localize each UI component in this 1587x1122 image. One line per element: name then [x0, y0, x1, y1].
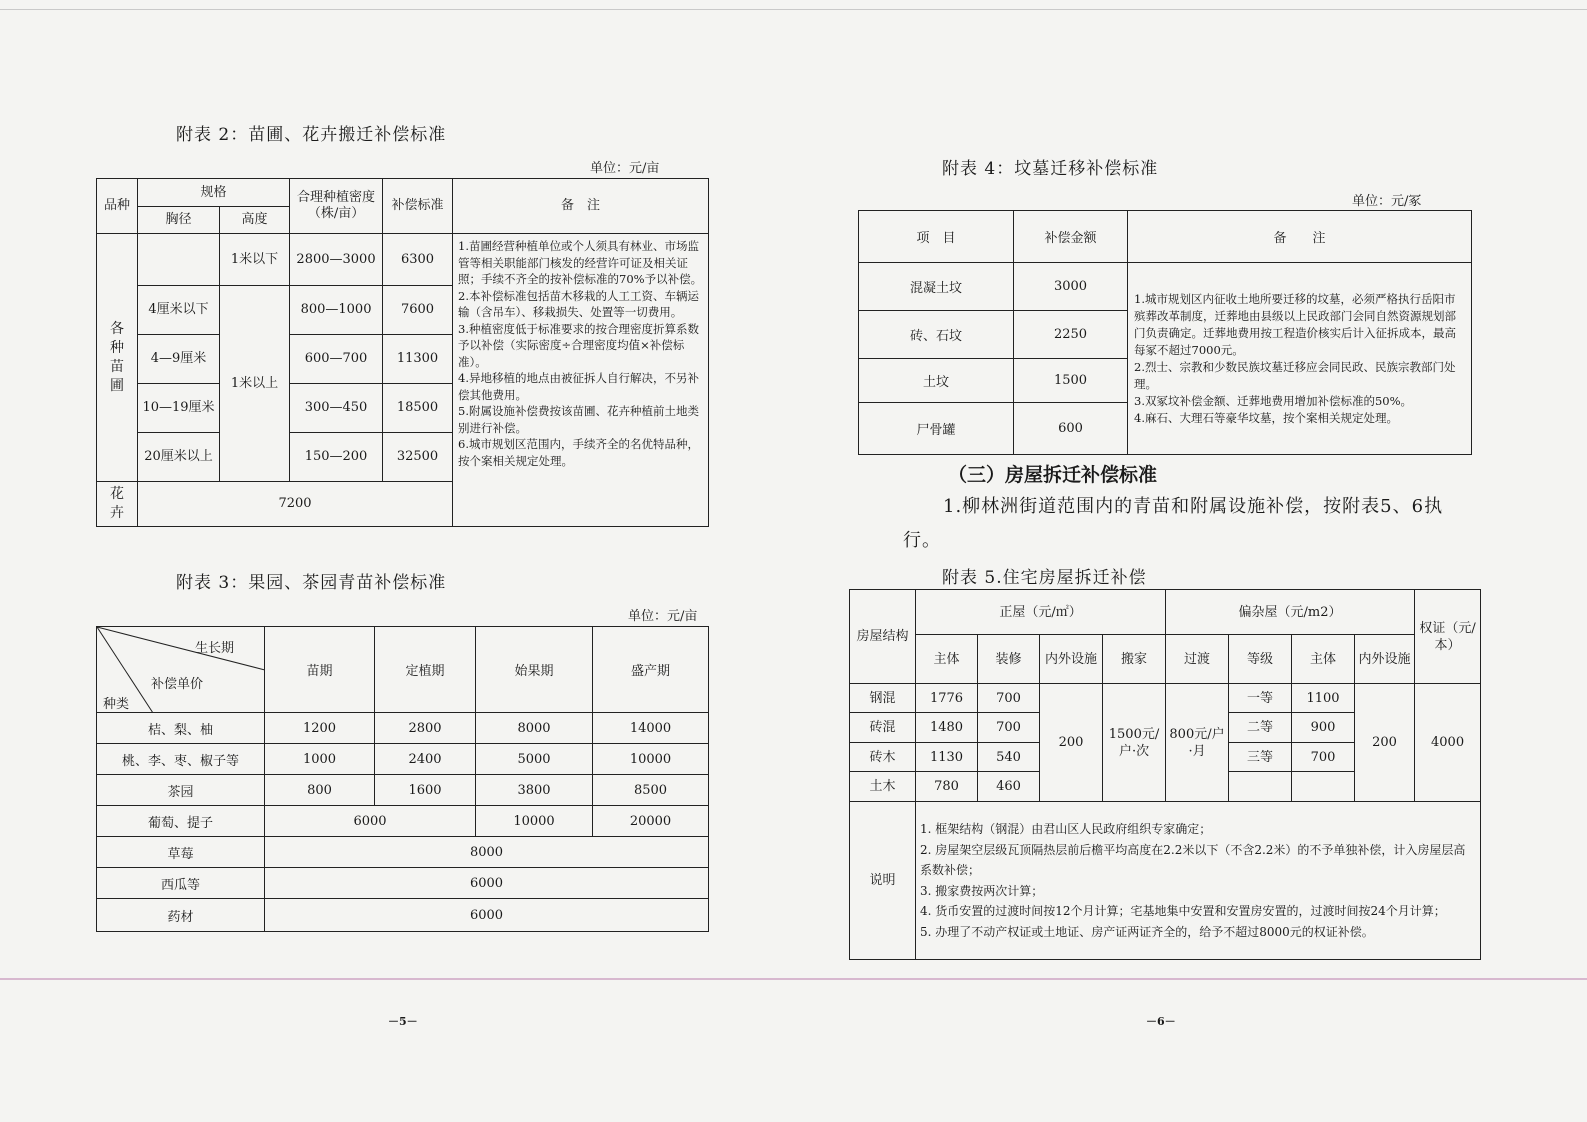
table-cell: 1600 — [375, 775, 476, 806]
table-cell: 460 — [978, 772, 1040, 802]
table-cell: 一等 — [1229, 684, 1292, 713]
table-cell — [1229, 772, 1292, 802]
table-cell: 700 — [1292, 743, 1355, 772]
row-label: 尸骨罐 — [859, 403, 1014, 455]
table-cell: 2250 — [1014, 311, 1128, 359]
cert-value: 4000 — [1415, 684, 1481, 802]
row-label: 桃、李、枣、椒子等 — [97, 744, 265, 775]
table5-notes — [916, 802, 1481, 960]
subheader-banjia: 搬家 — [1103, 635, 1166, 684]
header-annex: 偏杂屋（元/m2） — [1166, 590, 1415, 635]
diag-mid-label: 补偿单价 — [151, 677, 204, 692]
table-cell: 6000 — [265, 899, 709, 932]
diag-top-label: 生长期 — [195, 641, 235, 656]
table-cell: 1米以上 — [220, 286, 290, 482]
note-item: 1. 框架结构（钢混）由君山区人民政府组织专家确定； — [920, 822, 1212, 836]
row-label: 土木 — [850, 772, 916, 802]
table-cell: 1130 — [916, 743, 978, 772]
table-cell: 10—19厘米 — [138, 384, 220, 433]
table-cell: 2800—3000 — [290, 234, 383, 286]
subheader-sheshi2: 内外设施 — [1355, 635, 1415, 684]
header-item: 项 目 — [859, 211, 1014, 263]
note-item: 2.烈士、宗教和少数民族坟墓迁移应会同民政、民族宗教部门处理。 — [1134, 359, 1456, 391]
note-item: 3.种植密度低于标准要求的按合理密度折算系数予以补偿（实际密度÷合理密度均值×补偿标准）。 — [458, 321, 699, 369]
header-cert: 权证（元/本） — [1415, 590, 1481, 684]
column-header: 苗期 — [265, 627, 375, 713]
table-cell: 1100 — [1292, 684, 1355, 713]
subheader-zhuangxiu: 装修 — [978, 635, 1040, 684]
row-label: 葡萄、提子 — [97, 806, 265, 837]
table-cell: 2400 — [375, 744, 476, 775]
note-item: 1.城市规划区内征收土地所要迁移的坟墓，必须严格执行岳阳市殡葬改革制度，迁葬地由县级以上民政部门会同自然资源规划部门负责确定。迁葬地费用按工程造价核实后计入征拆成本，最高每冢不超过7000元。 — [1134, 291, 1456, 357]
table-cell: 780 — [916, 772, 978, 802]
table-cell: 1500 — [1014, 359, 1128, 403]
row-label: 砖木 — [850, 743, 916, 772]
table-cell: 4厘米以下 — [138, 286, 220, 335]
row-label: 药材 — [97, 899, 265, 932]
table-cell: 1480 — [916, 713, 978, 743]
subheader-sheshi: 内外设施 — [1040, 635, 1103, 684]
table3-orchard-compensation — [96, 626, 709, 932]
table-cell: 8000 — [476, 713, 593, 744]
subheader-dengji: 等级 — [1229, 635, 1292, 684]
banjia-value: 1500元/户·次 — [1103, 684, 1166, 802]
header-pinzhong: 品种 — [97, 179, 138, 234]
table-cell: 1776 — [916, 684, 978, 713]
table2-unit: 单位：元/亩 — [590, 161, 660, 176]
table3-caption: 附表 3：果园、茶园青苗补偿标准 — [176, 573, 447, 593]
note-item: 5. 办理了不动产权证或土地证、房产证两证齐全的，给予不超过8000元的权证补偿。 — [920, 924, 1374, 939]
table-cell: 300—450 — [290, 384, 383, 433]
table-cell: 2800 — [375, 713, 476, 744]
table-cell: 20厘米以上 — [138, 433, 220, 482]
note-item: 3. 搬家费按两次计算； — [920, 883, 1044, 898]
table-cell: 三等 — [1229, 743, 1292, 772]
section-item-1: 1.柳林洲街道范围内的青苗和附属设施补偿，按附表5、6执行。 — [903, 496, 1444, 551]
header-midu: 合理种植密度（株/亩） — [290, 179, 383, 234]
table-cell: 1米以下 — [220, 234, 290, 286]
table-cell: 14000 — [593, 713, 709, 744]
note-item: 3.双冢坟补偿金额、迁葬地费用增加补偿标准的50%。 — [1134, 393, 1413, 408]
group-label-nursery: 各种苗圃 — [97, 234, 138, 482]
row-label: 砖、石坟 — [859, 311, 1014, 359]
page-number-right: －6－ — [1146, 1015, 1176, 1028]
table4-caption: 附表 4：坟墓迁移补偿标准 — [942, 159, 1159, 179]
table-cell: 3000 — [1014, 263, 1128, 311]
header-gaodu: 高度 — [220, 207, 290, 234]
sheshi-value: 200 — [1040, 684, 1103, 802]
page-fold-line — [0, 978, 1587, 980]
table2-caption: 附表 2：苗圃、花卉搬迁补偿标准 — [176, 125, 447, 145]
header-structure: 房屋结构 — [850, 590, 916, 684]
table4-grave-compensation — [858, 210, 1472, 455]
table-cell: 800—1000 — [290, 286, 383, 335]
guodu-value: 800元/户·月 — [1166, 684, 1229, 802]
table-cell: 6300 — [383, 234, 453, 286]
diag-bottom-label: 种类 — [103, 697, 130, 712]
row-label: 茶园 — [97, 775, 265, 806]
table2-notes — [453, 234, 709, 527]
table-cell: 6000 — [265, 806, 476, 837]
table-cell — [138, 234, 220, 286]
flower-label: 花卉 — [97, 482, 138, 527]
table-cell: 150—200 — [290, 433, 383, 482]
table-cell: 600 — [1014, 403, 1128, 455]
note-item: 4.异地移植的地点由被征拆人自行解决，不另补偿其他费用。 — [458, 371, 699, 402]
row-label: 钢混 — [850, 684, 916, 713]
row-label: 西瓜等 — [97, 868, 265, 899]
subheader-zhuti2: 主体 — [1292, 635, 1355, 684]
flower-value: 7200 — [138, 482, 453, 527]
table5-caption: 附表 5.住宅房屋拆迁补偿 — [942, 568, 1147, 588]
table-cell: 10000 — [593, 744, 709, 775]
notes-label: 说明 — [850, 802, 916, 960]
table4-unit: 单位：元/冢 — [1352, 194, 1422, 209]
table-cell: 1200 — [265, 713, 375, 744]
column-header: 盛产期 — [593, 627, 709, 713]
top-edge-line — [0, 9, 1587, 10]
table-cell: 5000 — [476, 744, 593, 775]
table-cell: 32500 — [383, 433, 453, 482]
note-item: 4.麻石、大理石等豪华坟墓，按个案相关规定处理。 — [1134, 410, 1398, 425]
table-cell: 3800 — [476, 775, 593, 806]
note-item: 2.本补偿标准包括苗木移栽的人工工资、车辆运输（含吊车）、移栽损失、处置等一切费用。 — [458, 288, 699, 319]
table4-notes — [1128, 263, 1472, 455]
table-cell: 11300 — [383, 335, 453, 384]
header-main-house: 正屋（元/㎡） — [916, 590, 1166, 635]
page-number-left: －5－ — [388, 1015, 418, 1028]
subheader-zhuti: 主体 — [916, 635, 978, 684]
table-cell: 700 — [978, 684, 1040, 713]
table5-house-compensation — [849, 589, 1481, 960]
row-label: 砖混 — [850, 713, 916, 743]
column-header: 定植期 — [375, 627, 476, 713]
header-guige: 规格 — [138, 179, 290, 207]
header-xiongjing: 胸径 — [138, 207, 220, 234]
table-cell: 18500 — [383, 384, 453, 433]
table-cell: 700 — [978, 713, 1040, 743]
diagonal-header — [97, 627, 265, 713]
table-cell: 20000 — [593, 806, 709, 837]
row-label: 草莓 — [97, 837, 265, 868]
column-header: 始果期 — [476, 627, 593, 713]
subheader-guodu: 过渡 — [1166, 635, 1229, 684]
note-item: 5.附属设施补偿费按该苗圃、花卉种植前土地类别进行补偿。 — [458, 404, 699, 435]
table-cell: 4—9厘米 — [138, 335, 220, 384]
note-item: 1.苗圃经营种植单位或个人须具有林业、市场监管等相关职能部门核发的经营许可证及相关证照；手续不齐全的按补偿标准的70%予以补偿。 — [458, 239, 703, 286]
table-cell: 800 — [265, 775, 375, 806]
note-item: 2. 房屋架空层级瓦顶隔热层前后檐平均高度在2.2米以下（不含2.2米）的不予单独补偿，计入房屋层高系数补偿； — [920, 842, 1466, 877]
table-cell: 600—700 — [290, 335, 383, 384]
note-item: 6.城市规划区范围内，手续齐全的名优特品种，按个案相关规定处理。 — [458, 437, 699, 468]
table-cell: 10000 — [476, 806, 593, 837]
table3-unit: 单位：元/亩 — [628, 609, 698, 624]
table2-nursery-compensation — [96, 178, 709, 527]
header-beizhu: 备 注 — [453, 179, 709, 234]
table-cell: 540 — [978, 743, 1040, 772]
table-cell — [1292, 772, 1355, 802]
header-note: 备 注 — [1128, 211, 1472, 263]
annex-sheshi-value: 200 — [1355, 684, 1415, 802]
note-item: 4. 货币安置的过渡时间按12个月计算；宅基地集中安置和安置房安置的，过渡时间按24个月计算； — [920, 904, 1446, 918]
table-cell: 900 — [1292, 713, 1355, 743]
section-heading: （三）房屋拆迁补偿标准 — [948, 464, 1158, 486]
row-label: 土坟 — [859, 359, 1014, 403]
row-label: 桔、梨、柚 — [97, 713, 265, 744]
table-cell: 1000 — [265, 744, 375, 775]
table-cell: 6000 — [265, 868, 709, 899]
row-label: 混凝土坟 — [859, 263, 1014, 311]
table-cell: 8000 — [265, 837, 709, 868]
table-cell: 8500 — [593, 775, 709, 806]
table-cell: 二等 — [1229, 713, 1292, 743]
header-buchang: 补偿标准 — [383, 179, 453, 234]
table-cell: 7600 — [383, 286, 453, 335]
header-amount: 补偿金额 — [1014, 211, 1128, 263]
